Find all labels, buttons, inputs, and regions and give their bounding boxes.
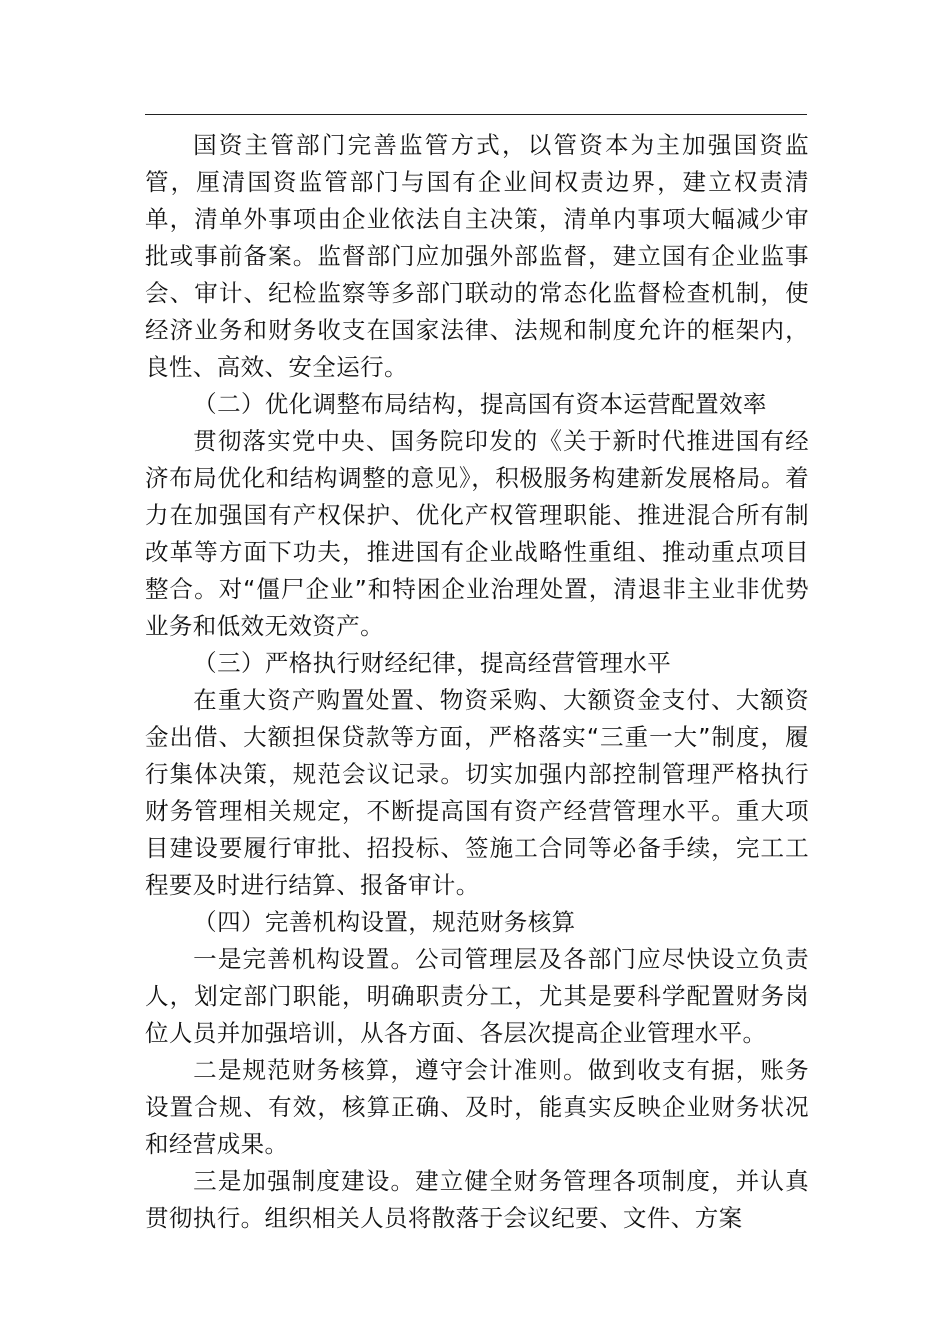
paragraph-accounting-standards: 二是规范财务核算，遵守会计准则。做到收支有据，账务设置合规、有效，核算正确、及时，能真实反映企业财务状况和经营成果。 (145, 1056, 809, 1158)
paragraph-financial-discipline: 在重大资产购置处置、物资采购、大额资金支付、大额资金出借、大额担保贷款等方面，严格落实“三重一大”制度，履行集体决策，规范会议记录。切实加强内部控制管理严格执行财务管理相关规定，不断提高国有资产经营管理水平。重大项目建设要履行审批、招投标、签施工合同等必备手续，完工工程要及时进行结算、报备审计。 (145, 686, 809, 899)
header-rule (145, 114, 807, 115)
paragraph-organization-setup: 一是完善机构设置。公司管理层及各部门应尽快设立负责人，划定部门职能，明确职责分工，尤其是要科学配置财务岗位人员并加强培训，从各方面、各层次提高企业管理水平。 (145, 945, 809, 1047)
document-body (145, 127, 809, 1237)
paragraph-system-building: 三是加强制度建设。建立健全财务管理各项制度，并认真贯彻执行。组织相关人员将散落于会议纪要、文件、方案 (145, 1167, 809, 1232)
paragraph-supervision: 国资主管部门完善监管方式，以管资本为主加强国资监管，厘清国资监管部门与国有企业间权责边界，建立权责清单，清单外事项由企业依法自主决策，清单内事项大幅减少审批或事前备案。监督部门应加强外部监督，建立国有企业监事会、审计、纪检监察等多部门联动的常态化监督检查机制，使经济业务和财务收支在国家法律、法规和制度允许的框架内，良性、高效、安全运行。 (145, 131, 809, 381)
section-heading-2: （二）优化调整布局结构，提高国有资本运营配置效率 (193, 390, 767, 418)
section-heading-3: （三）严格执行财经纪律，提高经营管理水平 (193, 649, 672, 677)
paragraph-layout-structure: 贯彻落实党中央、国务院印发的《关于新时代推进国有经济布局优化和结构调整的意见》，积极服务构建新发展格局。着力在加强国有产权保护、优化产权管理职能、推进混合所有制改革等方面下功夫，推进国有企业战略性重组、推动重点项目整合。对“僵尸企业”和特困企业治理处置，清退非主业非优势业务和低效无效资产。 (145, 427, 809, 640)
section-heading-4: （四）完善机构设置，规范财务核算 (193, 908, 576, 936)
